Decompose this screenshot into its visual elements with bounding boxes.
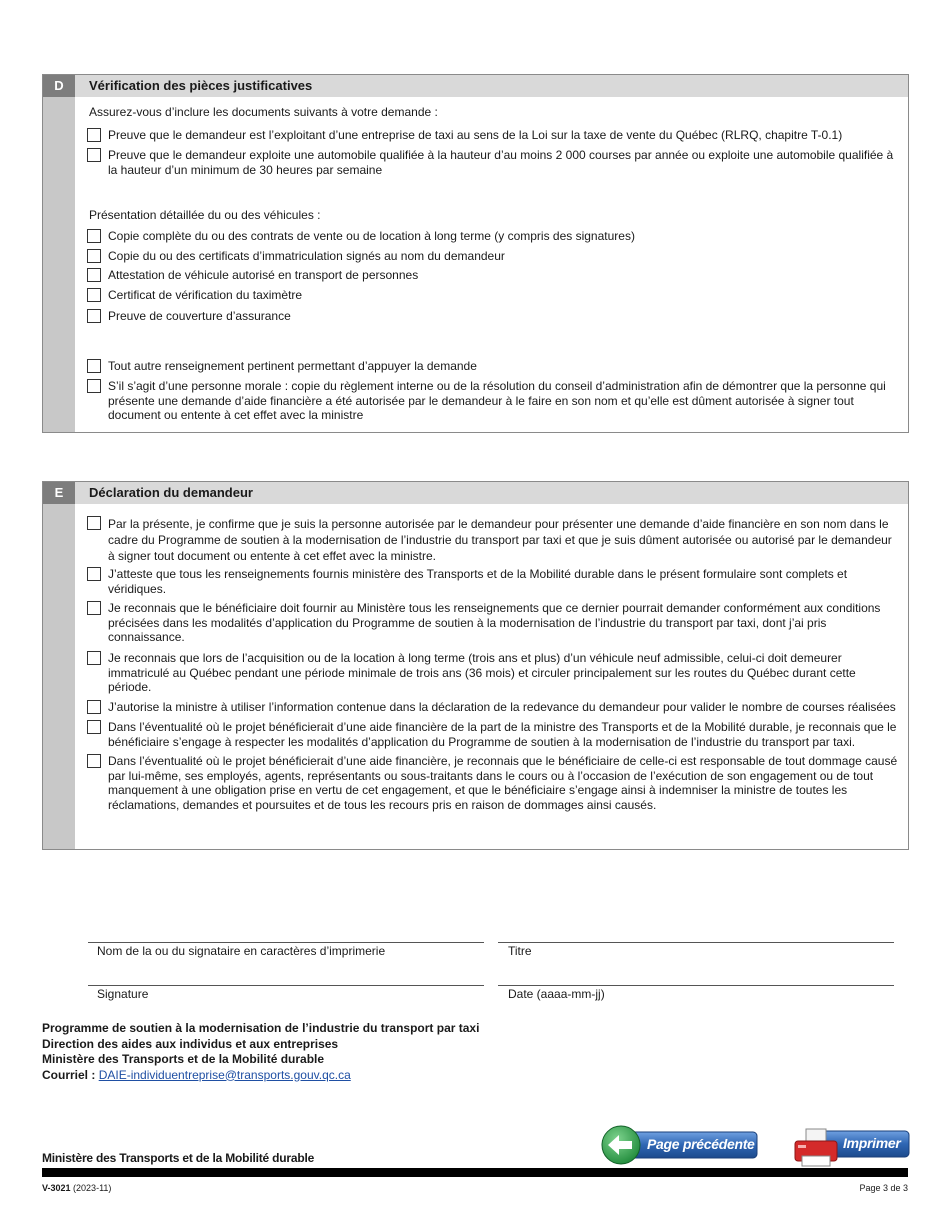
section-e (42, 481, 909, 850)
previous-page-button[interactable] (601, 1125, 759, 1165)
checkbox-item-provide-info[interactable] (87, 601, 898, 645)
checkbox-label: Je reconnais que le bénéficiaire doit fournir au Ministère tous les renseignements que ce dernier pourrait demander conformément aux conditions précisées dans les modalités d’application du Programme de soutien à la modernisation de l’industrie du transport par taxi, dont j’ai pris connaissance. (108, 601, 881, 644)
footer-black-bar (42, 1168, 908, 1177)
checkbox-label: J’autorise la ministre à utiliser l’information contenue dans la déclaration de la redevance du demandeur pour valider le nombre de courses réalisées (108, 700, 896, 714)
checkbox[interactable] (87, 754, 101, 768)
checkbox[interactable] (87, 249, 101, 263)
checkbox[interactable] (87, 148, 101, 162)
checkbox-label: Dans l’éventualité où le projet bénéficierait d’une aide financière de la part de la ministre des Transports et de la Mobilité durable, je reconnais que le bénéficiaire s’engage à respecter les modalités d’application du Programme de soutien à la modernisation de l’industrie du transport par taxi. (108, 720, 897, 749)
section-d-intro: Assurez-vous d’inclure les documents suivants à votre demande : (89, 105, 438, 119)
checkbox-item-other-info[interactable] (87, 359, 898, 374)
direction-name: Direction des aides aux individus et aux entreprises (42, 1036, 339, 1051)
checkbox-item-respect-modalities[interactable] (87, 720, 898, 749)
checkbox-label: Preuve de couverture d’assurance (108, 309, 291, 323)
checkbox-label: Par la présente, je confirme que je suis la personne autorisée par le demandeur pour présenter une demande d’aide financière en son nom dans le cadre du Programme de soutien à la modernisation de l’industrie du transport par taxi et que je suis dûment autorisée ou autorisé par le demandeur à signer tout document ou entente à cet effet avec la ministre. (108, 517, 892, 563)
checkbox[interactable] (87, 601, 101, 615)
checkbox[interactable] (87, 379, 101, 393)
checkbox-label: Preuve que le demandeur exploite une automobile qualifiée à la hauteur d’au moins 2 000 courses par année ou exploite une automobile qualifiée à la hauteur d’un minimum de 30 heures par semaine (108, 148, 894, 177)
checkbox-label: Dans l’éventualité où le projet bénéficierait d’une aide financière, je reconnais que le bénéficiaire de celle-ci est responsable de tout dommage causé par lui-même, ses employés, agents, représentants ou sous-traitants dans le cours ou à l’occasion de l’exécution de son engagement ou de tout manquement à une obligation prise en vertu de cet engagement, et que le bénéficiaire s’engage ainsi à indemniser la ministre de toutes les réclamations, demandes et poursuites et de tous les recours pris en raison de dommages ainsi causés. (108, 754, 898, 812)
previous-page-label: Page précédente (647, 1136, 755, 1152)
checkbox-item-operator-proof[interactable] (87, 128, 898, 143)
checkbox[interactable] (87, 651, 101, 665)
section-d (42, 74, 909, 433)
section-e-title: Déclaration du demandeur (75, 482, 908, 504)
print-button[interactable] (792, 1128, 910, 1168)
print-label: Imprimer (843, 1135, 901, 1151)
checkbox[interactable] (87, 359, 101, 373)
date-label: Date (aaaa-mm-jj) (508, 987, 605, 1001)
signature-label: Signature (97, 987, 149, 1001)
form-code-row (42, 1183, 111, 1193)
ministry-name: Ministère des Transports et de la Mobilité durable (42, 1052, 325, 1066)
checkbox-item-sale-contract[interactable] (87, 229, 898, 244)
email-row (42, 1068, 479, 1084)
checkbox[interactable] (87, 268, 101, 282)
checkbox[interactable] (87, 229, 101, 243)
contact-block (42, 1021, 479, 1083)
title-label: Titre (508, 944, 532, 958)
checkbox-label: Copie complète du ou des contrats de vente ou de location à long terme (y compris des signatures) (108, 229, 635, 243)
checkbox-label: Je reconnais que lors de l’acquisition ou de la location à long terme (trois ans et plus) d’un véhicule neuf admissible, celui-ci doit demeurer immatriculé au Québec pendant une période minimale de trois ans (36 mois) et circuler principalement sur les routes du Québec durant cette période. (108, 651, 856, 694)
checkbox-label: Certificat de vérification du taximètre (108, 288, 303, 302)
section-d-side-strip (43, 75, 75, 432)
signature-line[interactable] (88, 985, 484, 986)
checkbox-label: Attestation de véhicule autorisé en transport de personnes (108, 268, 419, 282)
checkbox-item-vehicle-attestation[interactable] (87, 268, 898, 283)
form-code: V-3021 (42, 1183, 71, 1193)
checkbox-item-authorized-person[interactable] (87, 516, 898, 564)
checkbox[interactable] (87, 516, 101, 530)
checkbox-label: S’il s’agit d’une personne morale : copie du règlement interne ou de la résolution du conseil d’administration afin de démontrer que la personne qui présente une demande d’aide financière a été autorisée par le demandeur à le faire en son nom et qu’elle est dûment autorisée à signer tout document ou entente à cet effet avec la ministre (108, 379, 886, 422)
checkbox[interactable] (87, 567, 101, 581)
checkbox-label: J’atteste que tous les renseignements fournis ministère des Transports et de la Mobilité durable dans le présent formulaire sont complets et véridiques. (108, 567, 848, 596)
checkbox[interactable] (87, 309, 101, 323)
checkbox-item-insurance[interactable] (87, 309, 898, 324)
checkbox-item-authorize-minister[interactable] (87, 700, 898, 715)
page-number: Page 3 de 3 (859, 1183, 908, 1193)
checkbox-item-vehicle-registered[interactable] (87, 651, 898, 695)
checkbox-item-legal-person[interactable] (87, 379, 898, 423)
section-d-letter: D (43, 75, 75, 97)
vehicles-label: Présentation détaillée du ou des véhicules : (89, 208, 321, 222)
title-line[interactable] (498, 942, 894, 943)
checkbox-item-liability[interactable] (87, 754, 898, 812)
date-line[interactable] (498, 985, 894, 986)
checkbox[interactable] (87, 128, 101, 142)
form-date: (2023-11) (73, 1183, 112, 1193)
section-e-letter: E (43, 482, 75, 504)
checkbox-item-courses-proof[interactable] (87, 148, 898, 177)
signatory-name-line[interactable] (88, 942, 484, 943)
checkbox-label: Tout autre renseignement pertinent permettant d’appuyer la demande (108, 359, 477, 373)
section-e-side-strip (43, 482, 75, 849)
checkbox-label: Copie du ou des certificats d’immatriculation signés au nom du demandeur (108, 249, 505, 263)
section-d-title: Vérification des pièces justificatives (75, 75, 908, 97)
ministry-signature: Ministère des Transports et de la Mobilité durable (42, 1151, 315, 1165)
signatory-name-label: Nom de la ou du signataire en caractères d’imprimerie (97, 944, 386, 958)
program-name: Programme de soutien à la modernisation de l’industrie du transport par taxi (42, 1021, 480, 1035)
checkbox-item-taximeter[interactable] (87, 288, 898, 303)
email-label: Courriel : (42, 1067, 96, 1082)
checkbox-label: Preuve que le demandeur est l’exploitant d’une entreprise de taxi au sens de la Loi sur la taxe de vente du Québec (RLRQ, chapitre T-0.1) (108, 128, 843, 142)
checkbox[interactable] (87, 288, 101, 302)
email-link[interactable]: DAIE-individuentreprise@transports.gouv.qc.ca (98, 1067, 351, 1082)
checkbox[interactable] (87, 720, 101, 734)
checkbox-item-registration[interactable] (87, 249, 898, 264)
checkbox-item-info-complete[interactable] (87, 567, 898, 596)
checkbox[interactable] (87, 700, 101, 714)
